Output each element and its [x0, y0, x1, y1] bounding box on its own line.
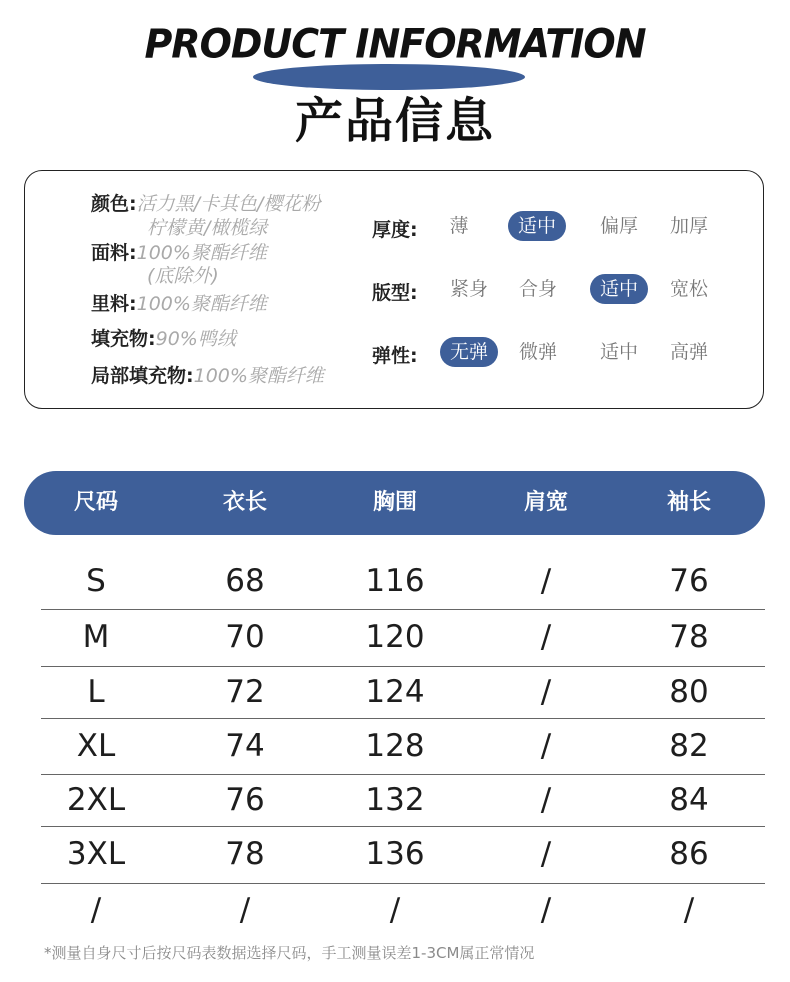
footnote: *测量自身尺寸后按尺码表数据选择尺码，手工测量误差1-3CM属正常情况: [44, 944, 535, 962]
color-label: 颜色:: [91, 193, 137, 215]
header-length: 衣长: [222, 490, 267, 515]
cell-length: 78: [225, 836, 265, 872]
elasticity-option-none: 无弹: [440, 337, 498, 367]
elasticity-option-medium: 适中: [599, 341, 638, 363]
color-row: [91, 189, 320, 216]
cell-shoulder: /: [540, 619, 552, 655]
cell-sleeve: 80: [669, 674, 709, 710]
elasticity-option-slight: 微弹: [518, 341, 557, 363]
row-divider: [41, 666, 765, 667]
cell-length: 68: [225, 563, 265, 599]
cell-shoulder: /: [540, 674, 552, 710]
header-shoulder: 肩宽: [523, 490, 568, 515]
title-en: PRODUCT INFORMATION: [144, 20, 646, 68]
cell-size: /: [90, 892, 102, 928]
header-chest: 胸围: [372, 490, 417, 515]
cell-size: S: [86, 563, 106, 599]
row-divider: [41, 774, 765, 775]
partial-filling-value: 100%聚酯纤维: [193, 365, 324, 387]
row-divider: [41, 718, 765, 719]
size-table-header: [24, 471, 765, 535]
partial-filling-row: [91, 361, 324, 388]
cell-length: 74: [225, 728, 265, 764]
cell-chest: 132: [365, 782, 425, 818]
filling-value: 90%鸭绒: [155, 328, 236, 350]
cell-size: M: [82, 619, 110, 655]
shell-value: 100%聚酯纤维: [136, 242, 267, 264]
cell-length: 72: [225, 674, 265, 710]
cell-sleeve: 76: [669, 563, 709, 599]
fit-option-tight: 紧身: [449, 278, 488, 300]
cell-chest: 124: [365, 674, 425, 710]
elasticity-option-high: 高弹: [669, 341, 708, 363]
color-value-cont: 柠檬黄/橄榄绿: [147, 217, 268, 239]
cell-shoulder: /: [540, 563, 552, 599]
cell-sleeve: 84: [669, 782, 709, 818]
filling-row: [91, 324, 236, 351]
filling-label: 填充物:: [91, 328, 156, 350]
thickness-option-thick: 偏厚: [599, 215, 638, 237]
fit-option-regular: 合身: [518, 278, 557, 300]
cell-size: 2XL: [66, 782, 126, 818]
row-divider: [41, 826, 765, 827]
cell-shoulder: /: [540, 836, 552, 872]
partial-filling-label: 局部填充物:: [91, 365, 194, 387]
row-divider: [41, 609, 765, 610]
fit-option-medium: 适中: [590, 274, 648, 304]
row-divider: [41, 883, 765, 884]
cell-length: 76: [225, 782, 265, 818]
shell-value-cont: (底除外): [147, 265, 219, 287]
cell-sleeve: /: [683, 892, 695, 928]
color-value: 活力黑/卡其色/樱花粉: [136, 193, 321, 215]
fit-label: 版型:: [372, 282, 418, 304]
cell-chest: 128: [365, 728, 425, 764]
cell-shoulder: /: [540, 782, 552, 818]
cell-chest: 136: [365, 836, 425, 872]
fit-option-loose: 宽松: [669, 278, 708, 300]
cell-chest: 120: [365, 619, 425, 655]
cell-chest: /: [389, 892, 401, 928]
lining-value: 100%聚酯纤维: [136, 293, 267, 315]
page-title: 产品信息: [294, 93, 495, 149]
cell-length: 70: [225, 619, 265, 655]
cell-shoulder: /: [540, 892, 552, 928]
thickness-label: 厚度:: [372, 219, 418, 241]
thickness-option-thin: 薄: [449, 215, 469, 237]
cell-size: L: [87, 674, 105, 710]
thickness-option-extra-thick: 加厚: [669, 215, 708, 237]
elasticity-label: 弹性:: [372, 345, 418, 367]
header-size: 尺码: [73, 490, 118, 515]
cell-shoulder: /: [540, 728, 552, 764]
shell-label: 面料:: [91, 242, 137, 264]
header-en: [0, 18, 790, 78]
product-info-card: [24, 170, 764, 409]
cell-sleeve: 86: [669, 836, 709, 872]
lining-label: 里料:: [91, 293, 137, 315]
cell-length: /: [239, 892, 251, 928]
cell-size: XL: [76, 728, 116, 764]
header-sleeve: 袖长: [666, 490, 711, 515]
cell-chest: 116: [365, 563, 425, 599]
lining-row: [91, 289, 267, 316]
cell-sleeve: 82: [669, 728, 709, 764]
thickness-option-medium: 适中: [508, 211, 566, 241]
cell-size: 3XL: [66, 836, 126, 872]
cell-sleeve: 78: [669, 619, 709, 655]
